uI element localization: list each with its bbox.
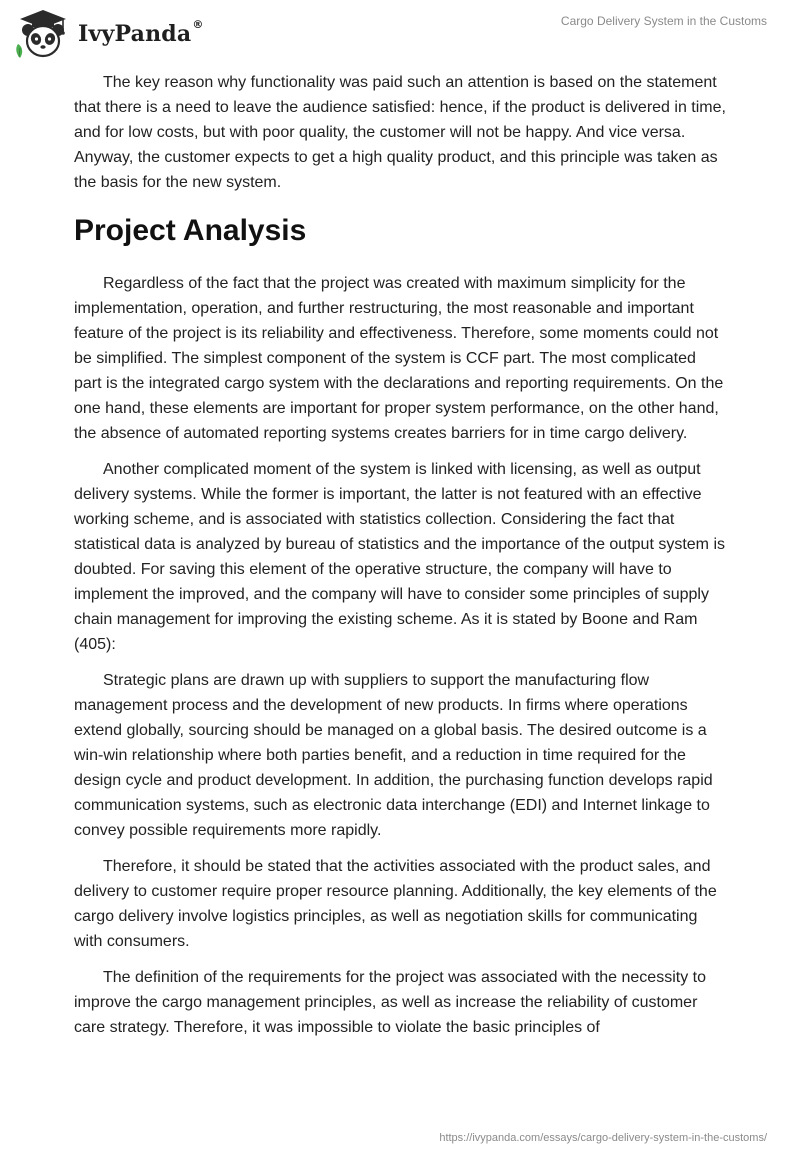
ivypanda-logo[interactable]	[14, 8, 204, 60]
paragraph-functionality: The key reason why functionality was paid such an attention is based on the statement that there is a need to leave the audience satisfied: hence, if the product is delivered in time, and for low costs, but with poor quality, the customer will not be happy. And vice versa. Anyway, the customer expects to get a high quality product, and this principle was taken as the basis for the new system.	[74, 74, 726, 191]
paragraph-quote-boone-ram: Strategic plans are drawn up with suppliers to support the manufacturing flow management process and the development of new products. In firms where operations extend globally, sourcing should be managed on a global basis. The desired outcome is a win-win relationship where both parties benefit, and a reduction in time required for the design cycle and product development. In addition, the purchasing function develops rapid communication systems, such as electronic data interchange (EDI) and Internet linkage to convey possible requirements more rapidly.	[74, 672, 713, 839]
paragraph-licensing: Another complicated moment of the system is linked with licensing, as well as output delivery systems. While the former is important, the latter is not featured with an effective working scheme, and is associated with statistics collection. Considering the fact that statistical data is analyzed by bureau of statistics and the importance of the output system is doubted. For saving this element of the operative structure, the company will have to implement the improved, and the company will have to consider some principles of supply chain management for improving the existing scheme. As it is stated by Boone and Ram (405):	[74, 461, 726, 653]
document-title: Cargo Delivery System in the Customs	[560, 14, 767, 28]
panda-graduate-icon	[14, 8, 72, 60]
paragraph-reliability: Regardless of the fact that the project was created with maximum simplicity for the implementation, operation, and further restructuring, the most reasonable and important feature of the project is its reliability and effectiveness. Therefore, some moments could not be simplified. The simplest component of the system is CCF part. The most complicated part is the integrated cargo system with the declarations and reporting requirements. On the one hand, these elements are important for proper system performance, on the other hand, the absence of automated reporting systems creates barriers for in time cargo delivery.	[74, 275, 724, 442]
paragraph-resource-planning: Therefore, it should be stated that the activities associated with the product sales, and delivery to customer require proper resource planning. Additionally, the key elements of the cargo delivery involve logistics principles, as well as negotiation skills for communicating with consumers.	[74, 858, 717, 950]
section-heading-project-analysis: Project Analysis	[74, 214, 307, 247]
page-header	[0, 0, 800, 64]
registered-mark: ®	[192, 18, 204, 31]
paragraph-requirements: The definition of the requirements for the project was associated with the necessity to improve the cargo management principles, as well as increase the reliability of customer care strategy. Therefore, it was impossible to violate the basic principles of	[74, 969, 706, 1036]
essay-body	[74, 70, 726, 1051]
footer-source-url[interactable]: https://ivypanda.com/essays/cargo-delivery-system-in-the-customs/	[439, 1132, 767, 1144]
logo-wordmark: IvyPanda®	[78, 18, 204, 47]
